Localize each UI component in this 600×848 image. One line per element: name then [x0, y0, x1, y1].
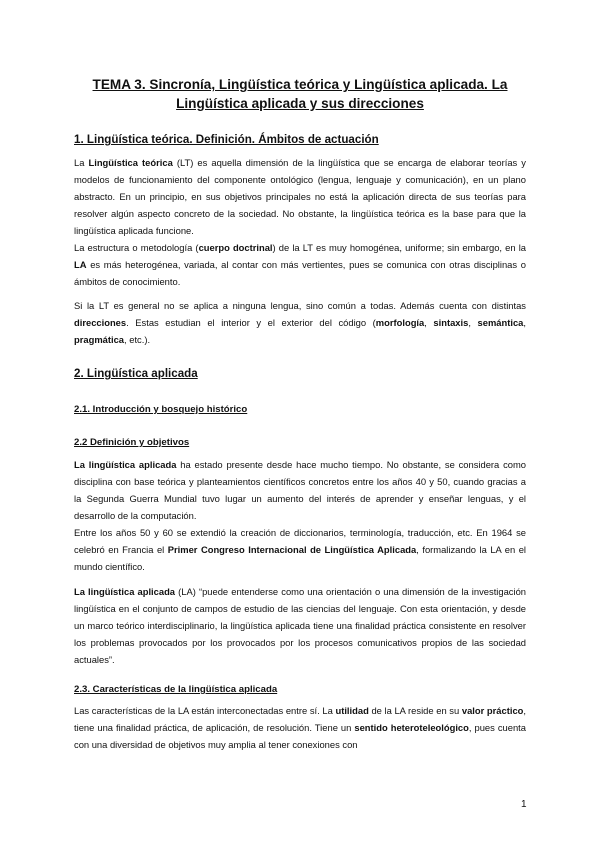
section1-paragraph-1: La Lingüística teórica (LT) es aquella dimensión de la lingüística que se encarga de elaborar teorías y modelos de funcionamiento del componente ontológico (lengua, lenguaje y comunicación), en un plano abstracto. En un principio, en sus objetivos principales no está la aplicación directa de sus teorías para resolver algún aspecto concreto de la sociedad. No obstante, la lingüística teórica es la base para que la lingüística aplicada funcione.	[74, 157, 526, 236]
section2-paragraph-4: Las características de la LA están interconectadas entre sí. La utilidad de la LA reside en su valor práctico, tiene una finalidad práctica, de aplicación, de resolución. Tiene un sentido heteroteleológico, pues cuenta con una diversidad de objetivos muy amplia al tener conexiones con	[74, 705, 526, 750]
subsection-2-3-heading: 2.3. Características de la lingüística aplicada	[74, 684, 278, 695]
section2-paragraph-3: La lingüística aplicada (LA) “puede entenderse como una orientación o una dimensión de la investigación lingüística en el conjunto de campos de estudio de las ciencias del lenguaje. Con esta orientación, y desde un marco teórico interdisciplinario, la lingüística aplicada tiene una finalidad práctica consistente en resolver los problemas provocados por los provocados por los procesos comunicativos propios de las sociedad actuales”.	[74, 586, 527, 665]
section2-paragraph-1: La lingüística aplicada ha estado presente desde hace mucho tiempo. No obstante, se considera como disciplina con base teórica y planteamientos científicos concretos entre los años 40 y 50, cuando gracias a la Segunda Guerra Mundial tuvo lugar un aumento del interés de aprender y enseñar lenguas, y el desarrollo de la computación.	[74, 459, 527, 521]
document-title: TEMA 3. Sincronía, Lingüística teórica y Lingüística aplicada. La Lingüística aplicada y sus direcciones	[92, 77, 508, 111]
section2-paragraph-2: Entre los años 50 y 60 se extendió la creación de diccionarios, terminología, traducción, etc. En 1964 se celebró en Francia el Primer Congreso Internacional de Lingüística Aplicada, formalizando la LA en el mundo científico.	[74, 527, 526, 572]
page-number: 1	[521, 799, 527, 810]
section1-paragraph-3: Si la LT es general no se aplica a ninguna lengua, sino común a todas. Además cuenta con distintas direcciones. Estas estudian el interior y el exterior del código (morfología, sintaxis, semántica, pragmática, etc.).	[74, 300, 526, 345]
subsection-2-1-heading: 2.1. Introducción y bosquejo histórico	[74, 404, 248, 415]
section1-heading: 1. Lingüística teórica. Definición. Ámbitos de actuación	[74, 133, 379, 146]
section1-paragraph-2: La estructura o metodología (cuerpo doctrinal) de la LT es muy homogénea, uniforme; sin embargo, en la LA es más heterogénea, variada, al contar con más vertientes, pues se comunica con otras disciplinas o ámbitos de conocimiento.	[74, 242, 526, 287]
section2-heading: 2. Lingüística aplicada	[74, 367, 198, 380]
subsection-2-2-heading: 2.2 Definición y objetivos	[74, 437, 190, 448]
